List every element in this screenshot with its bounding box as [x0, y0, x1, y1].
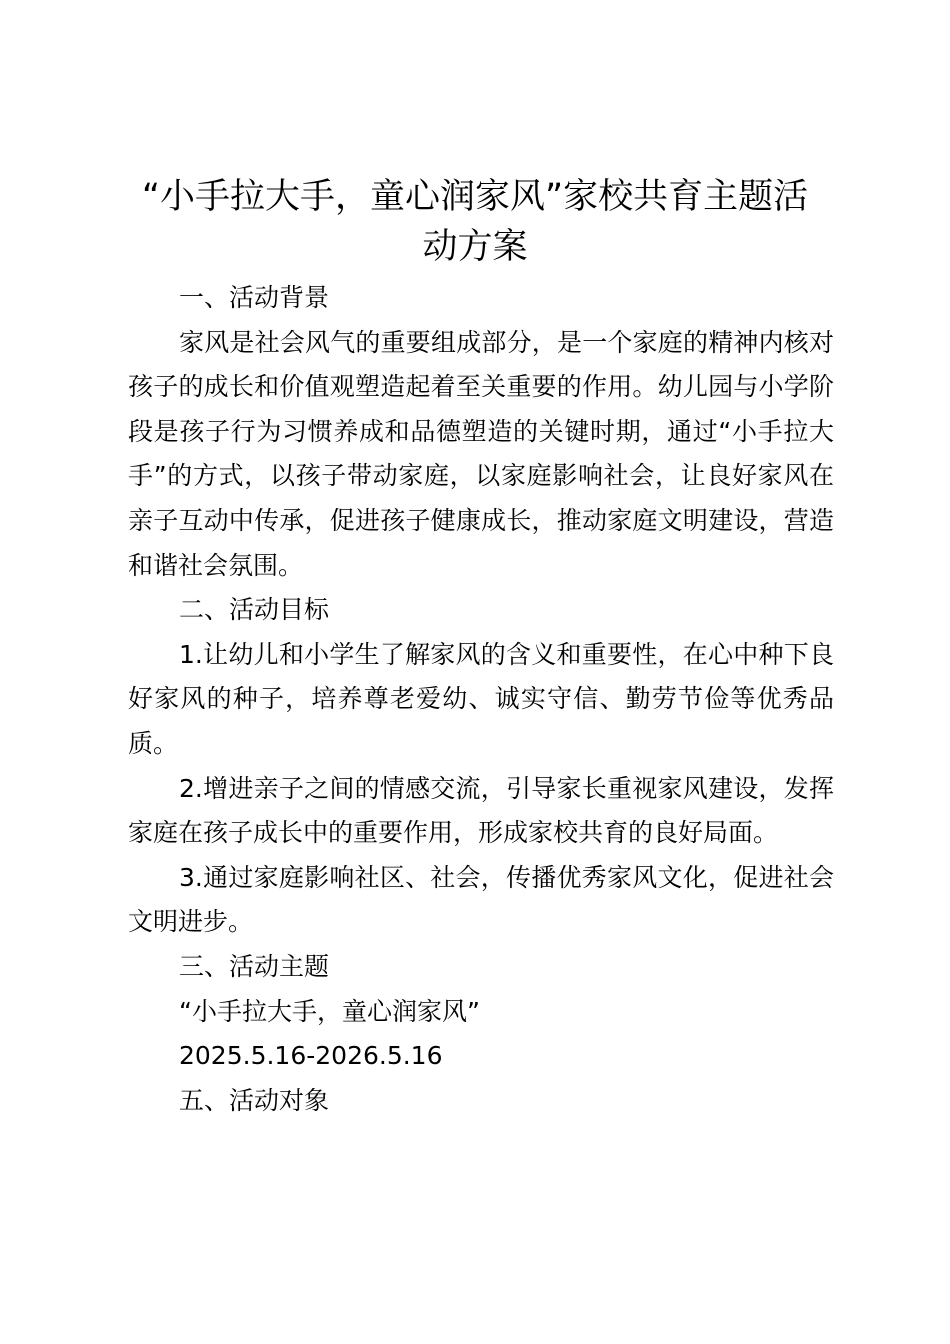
section-heading-participants: 五、活动对象: [179, 1085, 330, 1115]
section-heading-theme: 三、活动主题: [179, 951, 330, 981]
section-heading-background: 一、活动背景: [179, 283, 330, 312]
section-heading-goals: 二、活动目标: [179, 595, 330, 625]
document-body: [128, 276, 834, 1123]
goal-item-1: 1.让幼儿和小学生了解家风的含义和重要性，在心中种下良好家风的种子，培养尊老爱幼、诚实守信、勤劳节俭等优秀品质。: [128, 639, 834, 758]
date-range: 2025.5.16-2026.5.16: [179, 1041, 443, 1071]
theme-text: “小手拉大手，童心润家风”: [179, 996, 480, 1026]
goal-item-3: 3.通过家庭影响社区、社会，传播优秀家风文化，促进社会文明进步。: [128, 862, 834, 937]
paragraph-background: 家风是社会风气的重要组成部分，是一个家庭的精神内核对孩子的成长和价值观塑造起着至关重要的作用。幼儿园与小学阶段是孩子行为习惯养成和品德塑造的关键时期，通过“小手拉大手”的方式，以孩子带动家庭，以家庭影响社会，让良好家风在亲子互动中传承，促进孩子健康成长，推动家庭文明建设，营造和谐社会氛围。: [128, 327, 834, 580]
document-title: “小手拉大手，童心润家风”家校共育主题活动方案: [141, 177, 809, 267]
goal-item-2: 2.增进亲子之间的情感交流，引导家长重视家风建设，发挥家庭在孩子成长中的重要作用，形成家校共育的良好局面。: [128, 773, 834, 848]
